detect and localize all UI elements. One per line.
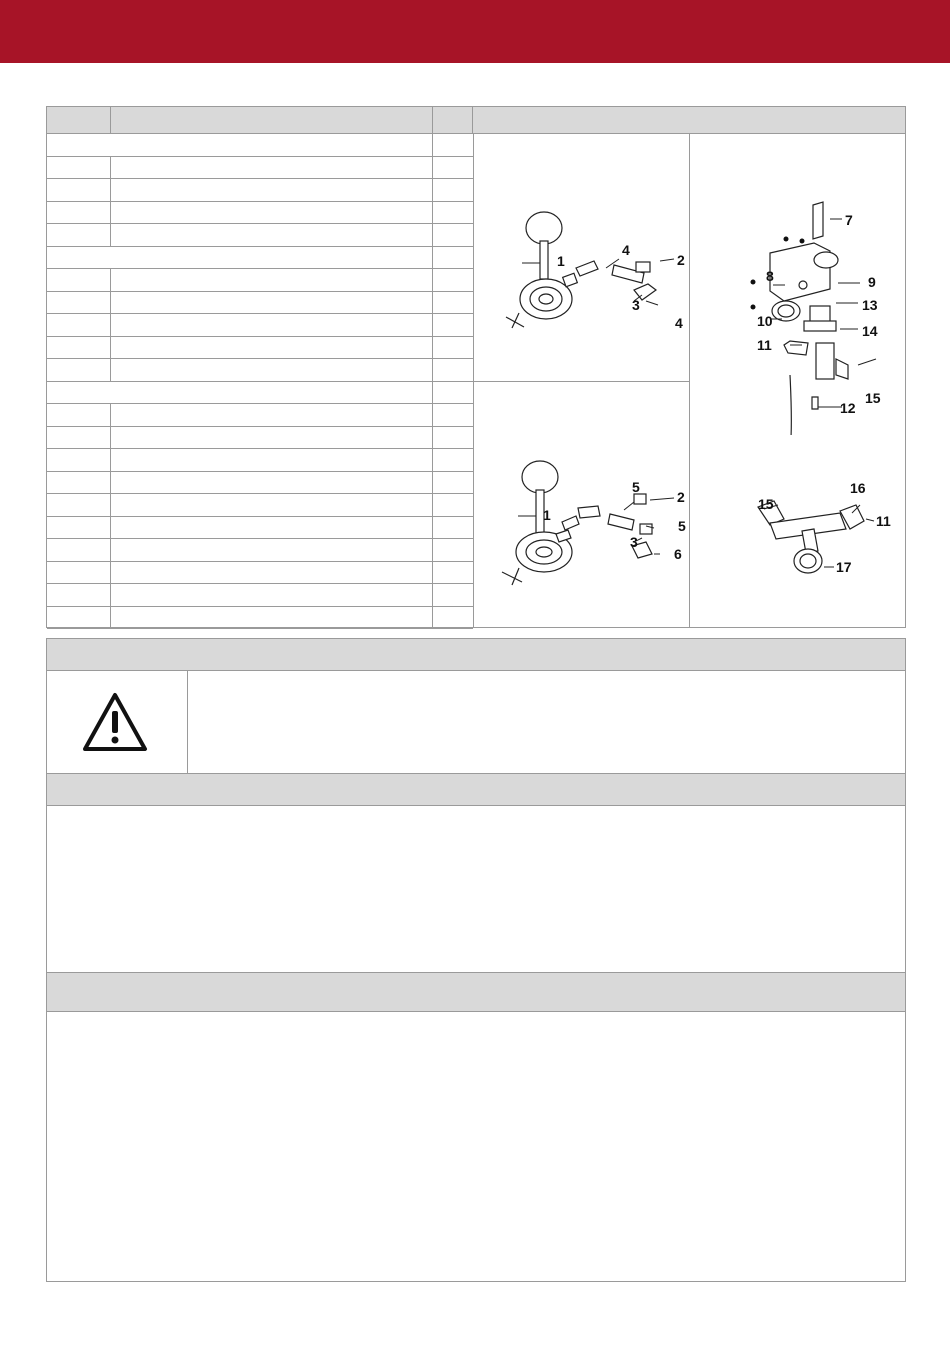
part-number-cell (47, 224, 111, 246)
callout-label: 14 (862, 323, 878, 339)
callout-label: 4 (675, 315, 683, 331)
group-label (47, 134, 433, 156)
callout-label: 10 (757, 313, 773, 329)
part-description-cell (111, 607, 433, 629)
part-description-cell (111, 472, 433, 494)
part-description-cell (111, 337, 433, 359)
part-description-cell (111, 202, 433, 224)
table-row (47, 157, 473, 180)
part-description-cell (111, 179, 433, 201)
part-number-cell (47, 539, 111, 561)
callout-label: 13 (862, 297, 878, 313)
callout-label: 11 (757, 337, 772, 353)
part-number-cell (47, 314, 111, 336)
callout-label: 3 (630, 534, 638, 550)
callout-label: 15 (865, 390, 881, 406)
table-row (47, 337, 473, 360)
table-row (47, 314, 473, 337)
callout-label: 4 (622, 242, 630, 258)
group-header-row (47, 247, 473, 270)
warning-section (46, 638, 906, 774)
part-description-cell (111, 449, 433, 471)
table-row (47, 202, 473, 225)
table-row (47, 224, 473, 247)
part-description-cell (111, 314, 433, 336)
table-row (47, 472, 473, 495)
callout-label: 9 (868, 274, 876, 290)
callout-label: 3 (632, 297, 640, 313)
part-number-cell (47, 337, 111, 359)
part-description-cell (111, 404, 433, 426)
group-header-row (47, 382, 473, 405)
part-number-cell (47, 292, 111, 314)
divider (187, 671, 188, 773)
warning-triangle-icon (81, 691, 149, 753)
part-number-cell (47, 269, 111, 291)
table-row (47, 607, 473, 630)
regulator-assembly-diagram-b (474, 382, 689, 627)
table-row (47, 517, 473, 540)
part-number-cell (47, 157, 111, 179)
part-number-cell (47, 404, 111, 426)
table-row (47, 292, 473, 315)
table-row (47, 427, 473, 450)
callout-label: 5 (632, 479, 640, 495)
part-number-cell (47, 359, 111, 381)
warning-title (47, 639, 905, 671)
callout-label: 1 (557, 253, 565, 269)
table-row (47, 562, 473, 585)
part-description-cell (111, 562, 433, 584)
part-description-cell (111, 224, 433, 246)
part-description-cell (111, 269, 433, 291)
table-row (47, 179, 473, 202)
table-row (47, 539, 473, 562)
part-description-cell (111, 539, 433, 561)
part-number-cell (47, 449, 111, 471)
column-header-number (47, 107, 111, 134)
table-row (47, 584, 473, 607)
table-row (47, 449, 473, 472)
part-number-cell (47, 562, 111, 584)
callout-label: 7 (845, 212, 853, 228)
part-description-cell (111, 517, 433, 539)
callout-label: 8 (766, 268, 774, 284)
group-label (47, 382, 433, 404)
parts-table (46, 106, 906, 628)
callout-label: 15 (758, 496, 774, 512)
part-description-cell (111, 427, 433, 449)
callout-label: 16 (850, 480, 866, 496)
callout-label: 2 (677, 252, 685, 268)
column-header-illustration (473, 107, 905, 134)
section-3-title (47, 973, 905, 1012)
callout-label: 1 (543, 507, 551, 523)
callout-label: 5 (678, 518, 686, 534)
part-number-cell (47, 494, 111, 516)
group-header-row (47, 134, 473, 157)
callout-label: 17 (836, 559, 852, 575)
table-row (47, 494, 473, 517)
part-number-cell (47, 427, 111, 449)
callout-label: 11 (876, 513, 891, 529)
content-section-2 (46, 773, 906, 973)
part-number-cell (47, 607, 111, 629)
part-number-cell (47, 472, 111, 494)
column-header-description (111, 107, 433, 134)
part-number-cell (47, 517, 111, 539)
table-row (47, 269, 473, 292)
part-description-cell (111, 494, 433, 516)
filter-bracket-diagram (690, 135, 905, 435)
table-row (47, 359, 473, 382)
part-description-cell (111, 157, 433, 179)
content-section-3 (46, 972, 906, 1282)
callout-label: 12 (840, 400, 856, 416)
part-number-cell (47, 584, 111, 606)
header-bar (0, 0, 950, 63)
table-row (47, 404, 473, 427)
part-description-cell (111, 292, 433, 314)
tee-fitting-labels (690, 435, 905, 627)
part-description-cell (111, 584, 433, 606)
regulator-assembly-diagram-a (474, 135, 689, 381)
group-label (47, 247, 433, 269)
part-number-cell (47, 202, 111, 224)
callout-label: 2 (677, 489, 685, 505)
part-description-cell (111, 359, 433, 381)
section-2-title (47, 774, 905, 806)
callout-label: 6 (674, 546, 682, 562)
part-number-cell (47, 179, 111, 201)
column-header-quantity (433, 107, 473, 134)
